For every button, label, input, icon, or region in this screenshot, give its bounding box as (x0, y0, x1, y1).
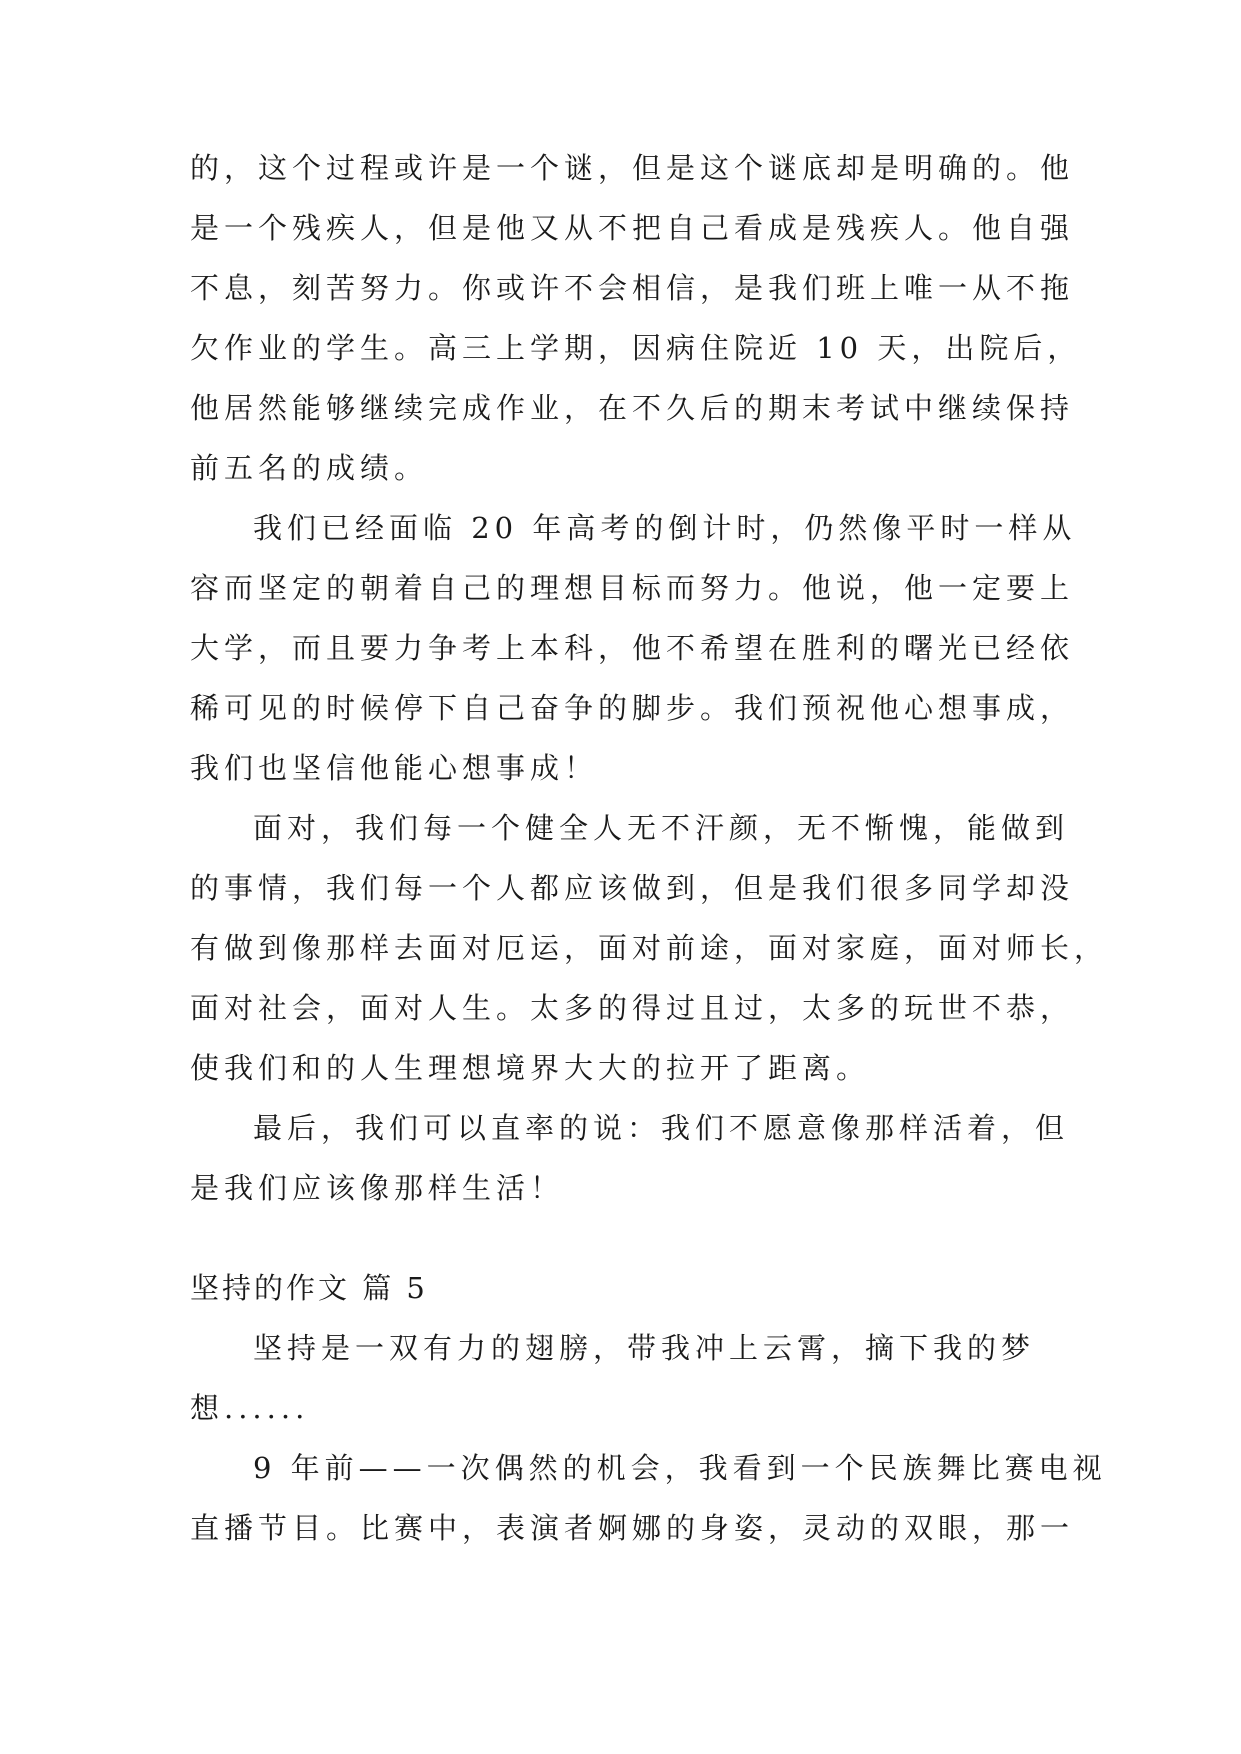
paragraph-3-line-2: 的事情，我们每一个人都应该做到，但是我们很多同学却没 (190, 871, 1075, 905)
section-paragraph-1-line-1: 坚持是一双有力的翅膀，带我冲上云霄，摘下我的梦 (253, 1331, 1036, 1365)
paragraph-2-line-5: 我们也坚信他能心想事成！ (190, 751, 599, 785)
paragraph-1-line-5: 他居然能够继续完成作业，在不久后的期末考试中继续保持 (190, 391, 1075, 425)
section-heading: 坚持的作文 篇 5 (190, 1271, 428, 1305)
paragraph-2-line-4: 稀可见的时候停下自己奋争的脚步。我们预祝他心想事成， (190, 691, 1075, 725)
paragraph-1-line-1: 的，这个过程或许是一个谜，但是这个谜底却是明确的。他 (190, 151, 1075, 185)
paragraph-2-line-1: 我们已经面临 20 年高考的倒计时，仍然像平时一样从 (253, 511, 1077, 545)
paragraph-2-line-2: 容而坚定的朝着自己的理想目标而努力。他说，他一定要上 (190, 571, 1075, 605)
paragraph-3-line-4: 面对社会，面对人生。太多的得过且过，太多的玩世不恭， (190, 991, 1075, 1025)
paragraph-4-line-2: 是我们应该像那样生活！ (190, 1171, 565, 1205)
section-paragraph-2-line-2: 直播节目。比赛中，表演者婀娜的身姿，灵动的双眼，那一 (190, 1511, 1075, 1545)
paragraph-2-line-3: 大学，而且要力争考上本科，他不希望在胜利的曙光已经依 (190, 631, 1075, 665)
paragraph-3-line-5: 使我们和的人生理想境界大大的拉开了距离。 (190, 1051, 871, 1085)
paragraph-3-line-1: 面对，我们每一个健全人无不汗颜，无不惭愧，能做到 (253, 811, 1070, 845)
paragraph-1-line-2: 是一个残疾人，但是他又从不把自己看成是残疾人。他自强 (190, 211, 1075, 245)
section-paragraph-2-line-1: 9 年前——一次偶然的机会，我看到一个民族舞比赛电视 (253, 1451, 1107, 1485)
paragraph-3-line-3: 有做到像那样去面对厄运，面对前途，面对家庭，面对师长， (190, 931, 1109, 965)
paragraph-4-line-1: 最后，我们可以直率的说：我们不愿意像那样活着，但 (253, 1111, 1070, 1145)
paragraph-1-line-3: 不息，刻苦努力。你或许不会相信，是我们班上唯一从不拖 (190, 271, 1075, 305)
paragraph-1-line-6: 前五名的成绩。 (190, 451, 429, 485)
section-paragraph-1-line-2: 想...... (190, 1391, 310, 1425)
paragraph-1-line-4: 欠作业的学生。高三上学期，因病住院近 10 天，出院后， (190, 331, 1082, 365)
